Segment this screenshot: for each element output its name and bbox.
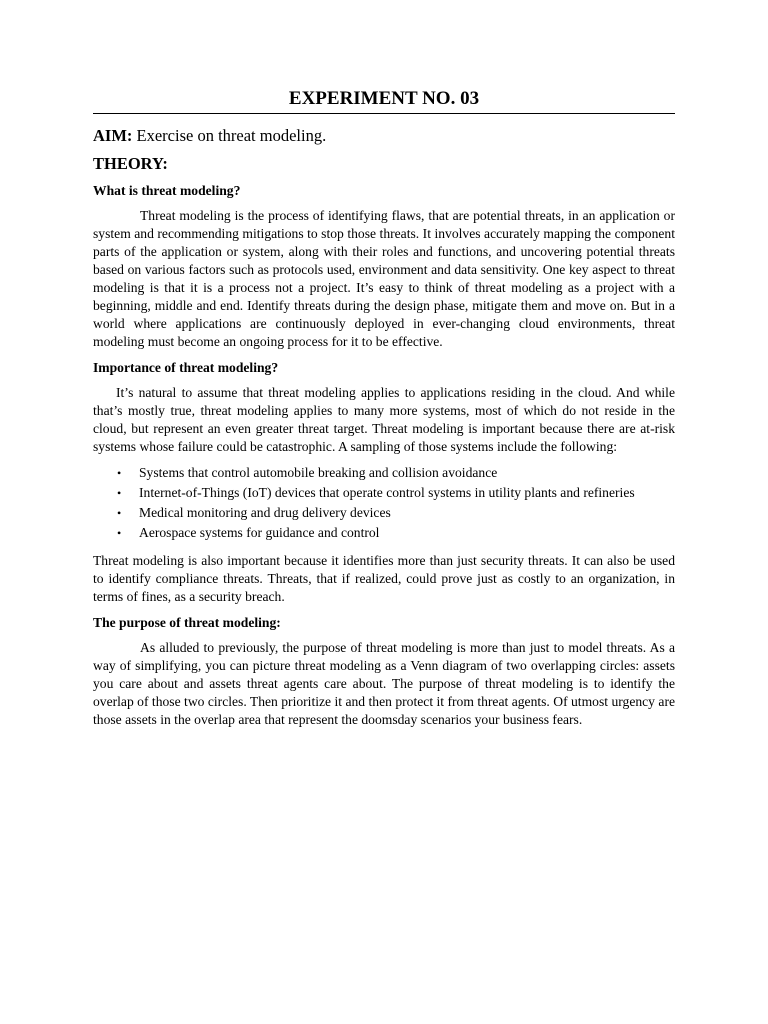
list-item-text: Internet-of-Things (IoT) devices that operate control systems in utility plants and refineries xyxy=(139,485,635,500)
page-title: EXPERIMENT NO. 03 xyxy=(288,88,480,109)
section-heading-what-is: What is threat modeling? xyxy=(93,183,241,198)
section-paragraph-purpose: As alluded to previously, the purpose of threat modeling is more than just to model threats. As a way of simplifying, you can picture threat modeling as a Venn diagram of two overlapping circles: assets you care about and assets threat agents care about. The purpose of threat modeling is to identify the overlap of those two circles. Then prioritize it and then protect it from threat agents. Of utmost urgency are those assets in the overlap area that represent the doomsday scenarios your business fears. xyxy=(93,640,675,727)
section-paragraph-importance-2: Threat modeling is also important because it identifies more than just security threats. It can also be used to identify compliance threats. Threats, that if realized, could prove just as costly to an organization, in terms of fines, as a security breach. xyxy=(93,553,675,604)
list-item-text: Systems that control automobile breaking and collision avoidance xyxy=(139,465,498,480)
document-page xyxy=(93,86,675,737)
section-paragraph-importance: It’s natural to assume that threat modeling applies to applications residing in the cloud. And while that’s mostly true, threat modeling applies to many more systems, most of which do not reside in the cloud, but represent an even greater threat target. Threat modeling is important because there are at-risk systems whose failure could be catastrophic. A sampling of those systems include the following: xyxy=(93,385,675,454)
bullet-icon: • xyxy=(117,466,122,480)
list-item-text: Aerospace systems for guidance and control xyxy=(139,525,380,540)
bullet-icon: • xyxy=(117,486,122,500)
section-paragraph-what-is: Threat modeling is the process of identifying flaws, that are potential threats, in an application or system and recommending mitigations to stop those threats. It involves accurately mapping the component parts of the application or system, along with their roles and functions, and uncovering potential threats based on various factors such as protocols used, environment and data sensitivity. One key aspect to threat modeling is that it is a process not a project. It’s easy to think of threat modeling as a project with a beginning, middle and end. Identify threats during the design phase, mitigate them and move on. But in a world where applications are continuously deployed in ever-changing cloud environments, threat modeling must become an ongoing process for it to be effective. xyxy=(93,208,675,349)
bullet-list xyxy=(93,464,675,542)
aim-label: AIM: xyxy=(93,126,133,145)
section-heading-purpose: The purpose of threat modeling: xyxy=(93,615,281,630)
aim-line xyxy=(93,124,675,148)
list-item xyxy=(93,504,675,522)
title-divider xyxy=(93,113,675,114)
theory-heading: THEORY: xyxy=(93,154,168,173)
bullet-icon: • xyxy=(117,526,122,540)
aim-text: Exercise on threat modeling. xyxy=(132,126,327,145)
list-item-text: Medical monitoring and drug delivery devices xyxy=(139,505,391,520)
section-heading-importance: Importance of threat modeling? xyxy=(93,360,279,375)
bullet-icon: • xyxy=(117,506,122,520)
list-item xyxy=(93,484,675,502)
list-item xyxy=(93,524,675,542)
list-item xyxy=(93,464,675,482)
